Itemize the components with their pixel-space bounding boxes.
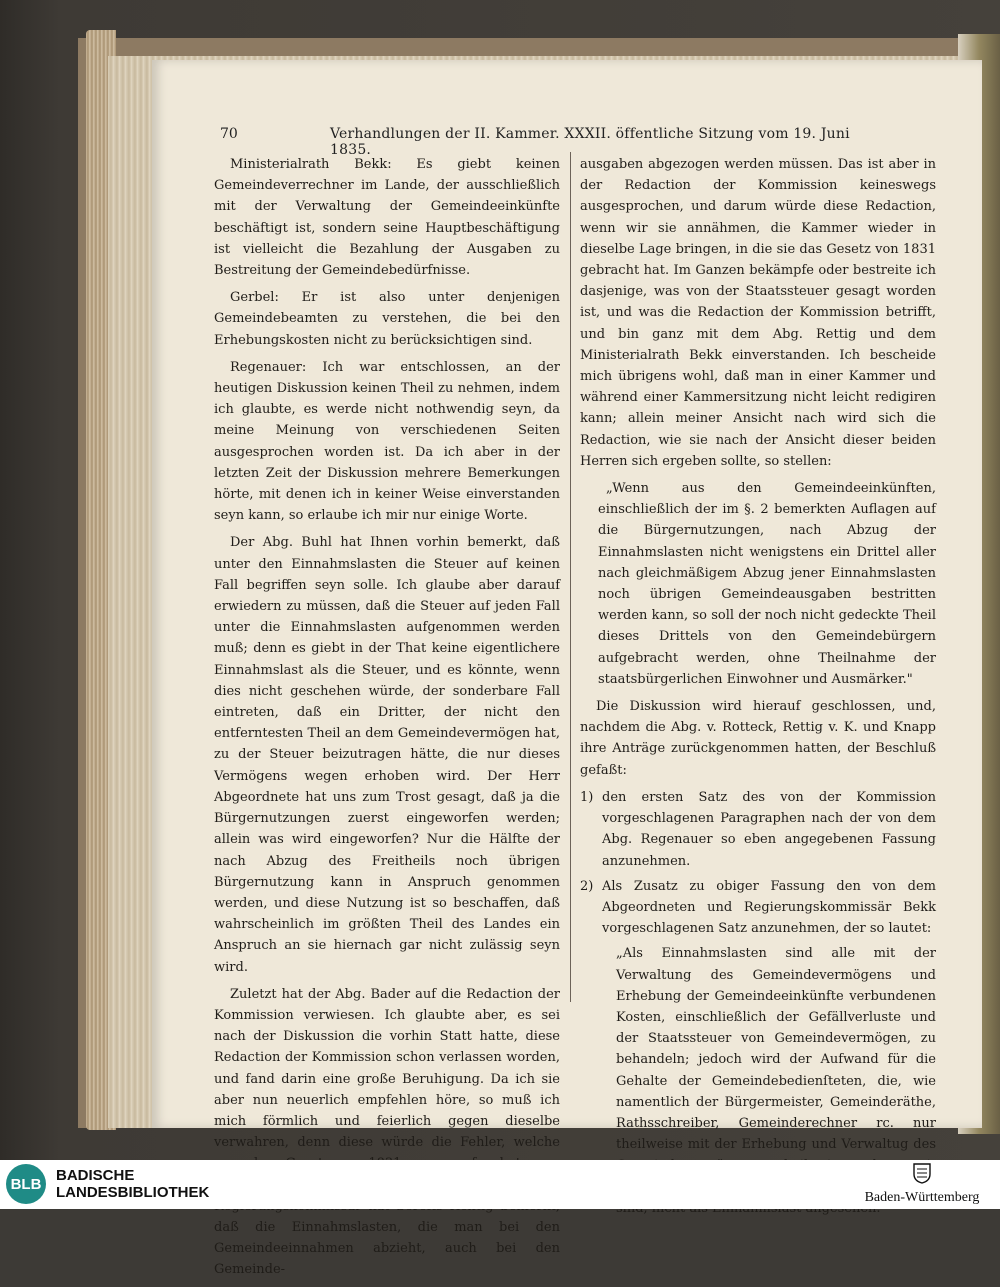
state-branding <box>852 1162 992 1206</box>
column-divider <box>570 152 571 1002</box>
paragraph: Ministerialrath Bekk: Es giebt keinen Gemeindeverrechner im Lande, der ausschließlich mit der Verwaltung der Gemeindeeinkünfte beschäftigt ist, sondern seine Hauptbeschäftigung ist vielleicht die Bezahlung der Ausgaben zu Bestreitung der Gemeindebedürfnisse. <box>214 157 560 279</box>
running-head: Verhandlungen der II. Kammer. XXXII. öffentliche Sitzung vom 19. Juni 1835. <box>330 126 850 158</box>
paragraph: Zuletzt hat der Abg. Bader auf die Redaction der Kommission verwiesen. Ich glaubte aber, es sei nach der Diskussion die vorhin Statt hatte, diese Redaction der Kommission schon verlassen worden, und fand darin eine große Beruhigung. Da ich sie aber nun neuerlich empfehlen höre, so muß ich mich förmlich und feierlich gegen dieselbe verwahren, denn diese würde die Fehler, welche daß die Einnahmslasten, die man bei den Gemeindeeinnahmen abzieht, auch bei den Gemeinde- <box>214 986 560 1278</box>
library-name-line2: LANDESBIBLIOTHEK <box>56 1184 210 1201</box>
paragraph: Der Abg. Buhl hat Ihnen vorhin bemerkt, daß unter den Einnahmslasten die Steuer auf keinen Fall begriffen seyn solle. Ich glaube aber darauf erwiedern zu müssen, daß die Steuer auf jeden Fall unter die Einnahmslasten aufgenommen werden muß; denn es giebt in der That keine eigentlichere Einnahmslast als die Steuer, und es könnte, wenn dies nicht geschehen würde, der sonderbare Fall eintreten, daß ein Dritter, der nicht den entferntesten Theil an dem Gemeindevermögen hat, zu der Steuer beizutragen hätte, die nur dieses Vermögens wegen erhoben wird. Der Herr Abgeordnete hat uns zum Trost gesagt, daß ja die Bürgernutzungen zuerst eingeworfen werden; allein was wird eingeworfen? Nur die Hälfte der nach Abzug des Freitheils noch übrigen Bürgernutzung kann in Anspruch genommen werden, und diese Nutzung ist so beschaffen, daß wahrscheinlich im größten Theil des Landes ein Anspruch an sie hiernach gar nicht zulässig seyn wird. <box>214 535 560 975</box>
state-name: Baden-Württemberg <box>864 1190 980 1205</box>
page-number: 70 <box>220 126 238 142</box>
list-text: den ersten Satz des von der Kommission vorgeschlagenen Paragraphen nach der von dem Abg. Regenauer so eben angegebenen Fassung anzunehmen. <box>602 789 936 869</box>
list-item <box>580 876 936 940</box>
list-number: 2) <box>580 878 594 894</box>
quote-block: „Wenn aus den Gemeindeeinkünften, einschließlich der im §. 2 bemerkten Auflagen auf die Bürgernutzungen, nach Abzug der Einnahmslasten nicht wenigstens ein Drittel aller nach gleichmäßigem Abzug jener Einnahmslasten noch übrigen Gemeindeausgaben bestritten werden kann, so soll der noch nicht gedeckte Theil dieses Drittels von den Gemeindebürgern aufgebracht werden, ohne Theilnahme der staatsbürgerlichen Einwohner und Ausmärker." <box>598 481 936 687</box>
left-column <box>214 154 560 1287</box>
library-name-line1: BADISCHE <box>56 1167 135 1184</box>
list-text: Als Zusatz zu obiger Fassung den von dem Abgeordneten und Regierungskommissär Bekk vorgeschlagenen Satz anzunehmen, der so lautet: <box>602 878 936 937</box>
blb-logo-icon[interactable]: BLB <box>6 1164 46 1204</box>
quote-block: „Als Einnahmslasten sind alle mit der Verwaltung des Gemeindevermögens und Erhebung der Gemeindeeinkünfte verbundenen Kosten, einschließlich der Gefällverluste und der Staatssteuer von Gemeindevermögen, zu behandeln; jedoch wird der Aufwand für die Gehalte der Gemeindebedienſteten, die, wie namentlich der Bürgermeister, Gemeinderäthe, Rathsschreiber, Gemeinderechner rc. nur theilweise mit der Erhebung und Verwaltug des <box>616 946 936 1153</box>
paragraph: Die Diskussion wird hierauf geschlossen, und, nachdem die Abg. v. Rotteck, Rettig v. K. und Knapp ihre Anträge zurückgenommen hatten, der Beschluß gefaßt: <box>580 699 936 778</box>
coat-of-arms-icon <box>912 1162 932 1184</box>
list-number: 1) <box>580 789 594 805</box>
list-item <box>580 787 936 872</box>
library-name[interactable] <box>56 1167 209 1201</box>
footer-bar <box>0 1160 1000 1209</box>
paragraph: Regenauer: Ich war entschlossen, an der heutigen Diskussion keinen Theil zu nehmen, indem ich glaubte, es werde nicht nothwendig seyn, da meine Meinung von verschiedenen Seiten ausgesprochen worden ist. Da ich aber in der letzten Zeit der Diskussion mehrere Bemerkungen hörte, mit denen ich in keiner Weise einverstanden seyn kann, so erlaube ich mir nur einige Worte. <box>214 359 560 524</box>
right-column <box>580 154 936 1225</box>
paragraph: Gerbel: Er ist also unter denjenigen Gemeindebeamten zu verstehen, die bei den Erhebungskosten nicht zu berücksichtigen sind. <box>214 290 560 348</box>
paragraph: ausgaben abgezogen werden müssen. Das ist aber in der Redaction der Kommission keineswegs ausgesprochen, und darum würde diese Redaction, wenn wir sie annähmen, die Kammer wieder in dieselbe Lage bringen, in die sie das Gesetz von 1831 gebracht hat. Im Ganzen bekämpfe oder bestreite ich dasjenige, was von der Staatssteuer gesagt worden ist, und was die Redaction der Kommission betrifft, und bin ganz mit dem Abg. Rettig und dem Ministerialrath Bekk einverstanden. Ich bescheide mich übrigens wohl, daß man in einer Kammer und während einer Kammersitzung nicht leicht redigiren kann; allein meiner Ansicht nach wird sich die Redaction, wie sie nach der Ansicht dieser beiden Herren sich ergeben sollte, so stellen: <box>580 157 936 469</box>
